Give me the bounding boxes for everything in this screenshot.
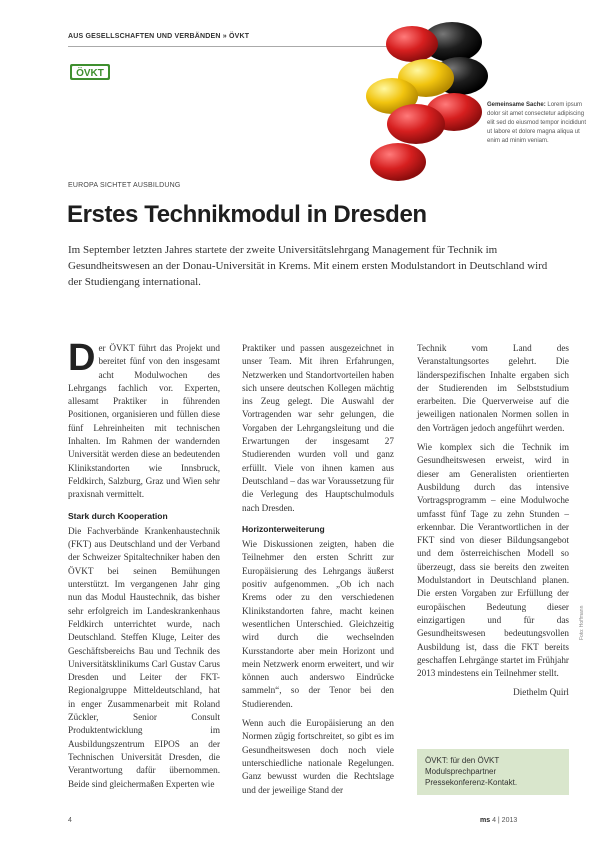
col2-paragraph-1: Praktiker und passen ausgezeichnet in unser Team. Mit ihren Erfahrungen, Netzwerken und Standortvorteilen haben sich unsere deutschen Kollegen mächtig ins Zeug gelegt. Die Auswahl der Vortragenden war sehr gelungen, die Vorgaben der Lehrgangsleitung und die Erwartungen der insgesamt 27 Studierenden wurden voll und ganz erfüllt. Viele von ihnen kamen aus Deutschland – das war Voraussetzung für die Verlegung des Hauptschulmoduls nach Dresden. [242,343,394,513]
info-box: ÖVKT: für den ÖVKT Modulsprechpartner Pressekonferenz-Kontakt. [417,749,569,795]
article-column-2 [242,342,394,803]
author-name: Diethelm Quirl [513,687,569,698]
author-line [417,686,569,699]
button-stack-photo [360,16,490,188]
article-column-3 [417,342,569,706]
footer-issue [480,817,517,824]
article-column-1 [68,337,220,797]
col3-paragraph-2: Wie komplex sich die Technik im Gesundheitswesen erweist, wird in dieser am Generalisten orientierten Ausbildung durch das intensive Vortragsprogramm – eine Modulwoche umfasst fünf Tage zu zehn Stunden – erkennbar. Die Verantwortlichen in der FKT sind von dieser Bildungsangebot und dem österreichischen Modell so überzeugt, dass sie bereits den zweiten Modulstandort in Deutschland planen. Die ersten Vorgaben zur Erfüllung der europäischen Bedeutung dieser einzigartigen und für das Gesundheitswesen bedeutungsvollen Ausbildung ist, dass die FKT bereits geschaffen Lehrgänge startet im Frühjahr 2013 mindestens ein Teilnehmer stellt. [417,442,569,679]
photo-caption [487,101,587,146]
photo-credit: Foto: Hoffmann [579,605,585,640]
col2-paragraph-2: Wie Diskussionen zeigten, haben die Teilnehmer den ersten Schritt zur Europäisierung des Lehrgangs äußerst positiv aufgenommen. „Ob ich nach Krems oder zu den verschiedenen Klinikstandorten fahre, macht keinen wesentlichen Unterschied. Gleichzeitig wird durch die wechselnden Kursstandorte aber mein Horizont und mein Netzwerk enorm erweitert, und wir können auch anderswo Eindrücke sammeln“, so der Tenor bei den Studierenden. [242,539,394,709]
ovkt-logo [70,61,110,83]
subheading-kooperation: Stark durch Kooperation [68,510,168,521]
subheading-horizont: Horizonterweiterung [242,523,325,534]
article-lead: Im September letzten Jahres startete der zweite Universitätslehrgang Management für Technik im Gesundheitswesen an der Donau-Universität in Krems. Mit einem ersten Modulstandort in Deutschland wird der Studiengang international. [68,244,548,288]
footer-issue-number: 4 | 2013 [492,817,518,824]
col1-paragraph-1: er ÖVKT führt das Projekt und bereitet fünf von den insgesamt acht Modulwochen des Lehrgangs fachlich vor. Experten, allesamt Praktiker in führenden Positionen, organisieren und füllen diese fünf Lehreinheiten mit technischen Inhalten. Im Rahmen der wandernden Universität werden diese an bedeutenden Klinikstandorten wie Innsbruck, Feldkirch, Salzburg, Graz und Wien sehr praxisnah vermittelt. [68,343,220,500]
caption-title: Gemeinsame Sache: [487,102,546,108]
col3-paragraph-1: Technik vom Land des Veranstaltungsortes gelehrt. Die länderspezifischen Inhalte ergaben sich der Studierenden im Selbststudium erarbeiten. Die Querverweise auf die jeweiligen nationalen Normen sollen in den Vorträgen jedoch angeführt werden. [417,343,569,433]
footer-magazine: ms [480,817,491,824]
page-number: 4 [68,817,72,824]
col1-paragraph-2: Die Fachverbände Krankenhaustechnik (FKT) aus Deutschland und der Verband der Schweizer Spitaltechniker haben den ÖVKT bei seinen Bemühungen unterstützt. Im vergangenen Jahr ging nun das Modul Haustechnik, das bisher sehr erfolgreich im Landeskrankenhaus Feldkirch unterrichtet wurde, nach Deutschland. Steffen Kluge, Leiter des Geschäftsbereichs Bau und Technik des Universitätsklinikums Carl Gustav Carus Dresden und Leiter der FKT-Regionalgruppe Mitteldeutschland, hat in enger Zusammenarbeit mit Roland Zückler, Senior Consult Produktentwicklung im Ausbildungszentrum EIPOS an der Technischen Universität Dresden, die Verantwortung dafür übernommen. Beide sind gleichermaßen Experten wie [68,525,220,789]
article-title: Erstes Technikmodul in Dresden [67,201,427,228]
logo-text: ÖVKT [76,68,104,79]
section-header: AUS GESELLSCHAFTEN UND VERBÄNDEN » ÖVKT [68,33,250,40]
article-kicker: EUROPA SICHTET AUSBILDUNG [68,182,181,189]
caption-text: Lorem ipsum dolor sit amet consectetur adipiscing elit sed do eiusmod tempor incididunt ut labore et dolore magna aliqua ut enim ad minim veniam. [487,102,587,144]
drop-cap: D [68,337,96,379]
col2-paragraph-3: Wenn auch die Europäisierung an den Normen zügig fortschreitet, so gibt es im Gesundheitswesen doch noch viele unterschiedliche nationale Regelungen. Ganz bewusst wurden die Rechtslage und der jeweilige Stand der [242,718,394,795]
